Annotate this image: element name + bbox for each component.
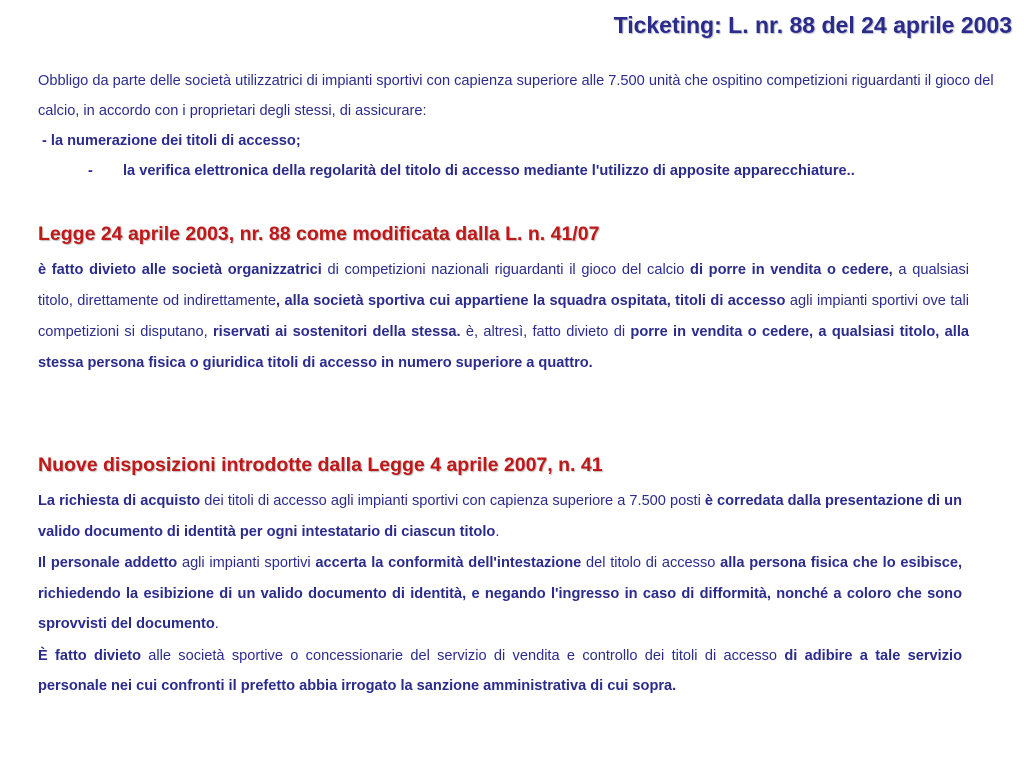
section-legge-88-body <box>38 255 969 379</box>
text-normal: del titolo di accesso <box>581 555 721 571</box>
text-bold: La richiesta di acquisto <box>38 493 201 509</box>
bullet-item-verifica-text: la verifica elettronica della regolarità del titolo di accesso mediante l'utilizzo di apposite apparecchiature.. <box>123 163 855 179</box>
text-bold: porre in vendita o cedere, a qualsiasi titolo, alla stessa persona fisica o giuridica titoli di accesso in numero superiore a quattro. <box>38 324 969 371</box>
text-normal: di competizioni nazionali riguardanti il gioco del calcio <box>321 262 691 278</box>
text-bold: è corredata dalla presentazione di un valido documento di identità per ogni intestatario di ciascun titolo <box>38 493 962 540</box>
text-bold: riservati ai sostenitori della stessa. <box>212 324 461 340</box>
text-normal: agli impianti sportivi ove tali competizioni si disputano, <box>38 293 969 340</box>
text-normal: a qualsiasi titolo, direttamente od indirettamente <box>38 262 969 309</box>
text-bold: di adibire a tale servizio personale nei cui confronti il prefetto abbia irrogato la sanzione amministrativa di cui sopra. <box>38 647 962 694</box>
section-heading-legge-88: Legge 24 aprile 2003, nr. 88 come modificata dalla L. n. 41/07 <box>38 223 600 245</box>
text-bold: Il personale addetto <box>38 555 178 571</box>
paragraph-personale-addetto <box>38 548 962 640</box>
section-legge-88-paragraph <box>38 255 969 379</box>
bullet-item-numerazione: - la numerazione dei titoli di accesso; <box>42 133 301 149</box>
paragraph-fatto-divieto <box>38 641 962 702</box>
paragraph-richiesta-acquisto <box>38 486 962 547</box>
text-normal: agli impianti sportivi <box>177 555 316 571</box>
text-normal: . <box>495 523 500 540</box>
text-bold: accerta la conformità dell'intestazione <box>315 555 582 571</box>
text-bold: , alla società sportiva cui appartiene la squadra ospitata, titoli di accesso <box>276 293 786 309</box>
section-legge-41-body <box>38 486 962 702</box>
bullet-item-verifica <box>38 156 998 186</box>
bullet-dash: - <box>88 163 93 179</box>
intro-paragraph: Obbligo da parte delle società utilizzatrici di impianti sportivi con capienza superiore alle 7.500 unità che ospitino competizioni riguardanti il gioco del calcio, in accordo con i proprietari degli stessi, di assicurare: <box>38 73 994 119</box>
section-heading-legge-41: Nuove disposizioni introdotte dalla Legge 4 aprile 2007, n. 41 <box>38 454 603 476</box>
text-bold: di porre in vendita o cedere, <box>690 262 893 278</box>
intro-block <box>38 66 998 186</box>
text-normal: è, altresì, fatto divieto di <box>460 324 631 340</box>
text-normal: alle società sportive o concessionarie del servizio di vendita e controllo dei titoli di accesso <box>140 647 785 664</box>
text-bold: È fatto divieto <box>38 647 141 664</box>
text-normal: dei titoli di accesso agli impianti sportivi con capienza superiore a 7.500 posti <box>200 493 705 509</box>
text-bold: alla persona fisica che lo esibisce, richiedendo la esibizione di un valido documento di identità, e negando l'ingresso in caso di difformità, nonché a coloro che sono sprovvisti del documento <box>38 555 963 632</box>
text-normal: . <box>214 616 219 632</box>
text-bold: è fatto divieto alle società organizzatrici <box>38 262 322 278</box>
slide-title: Ticketing: L. nr. 88 del 24 aprile 2003 <box>613 12 1012 38</box>
